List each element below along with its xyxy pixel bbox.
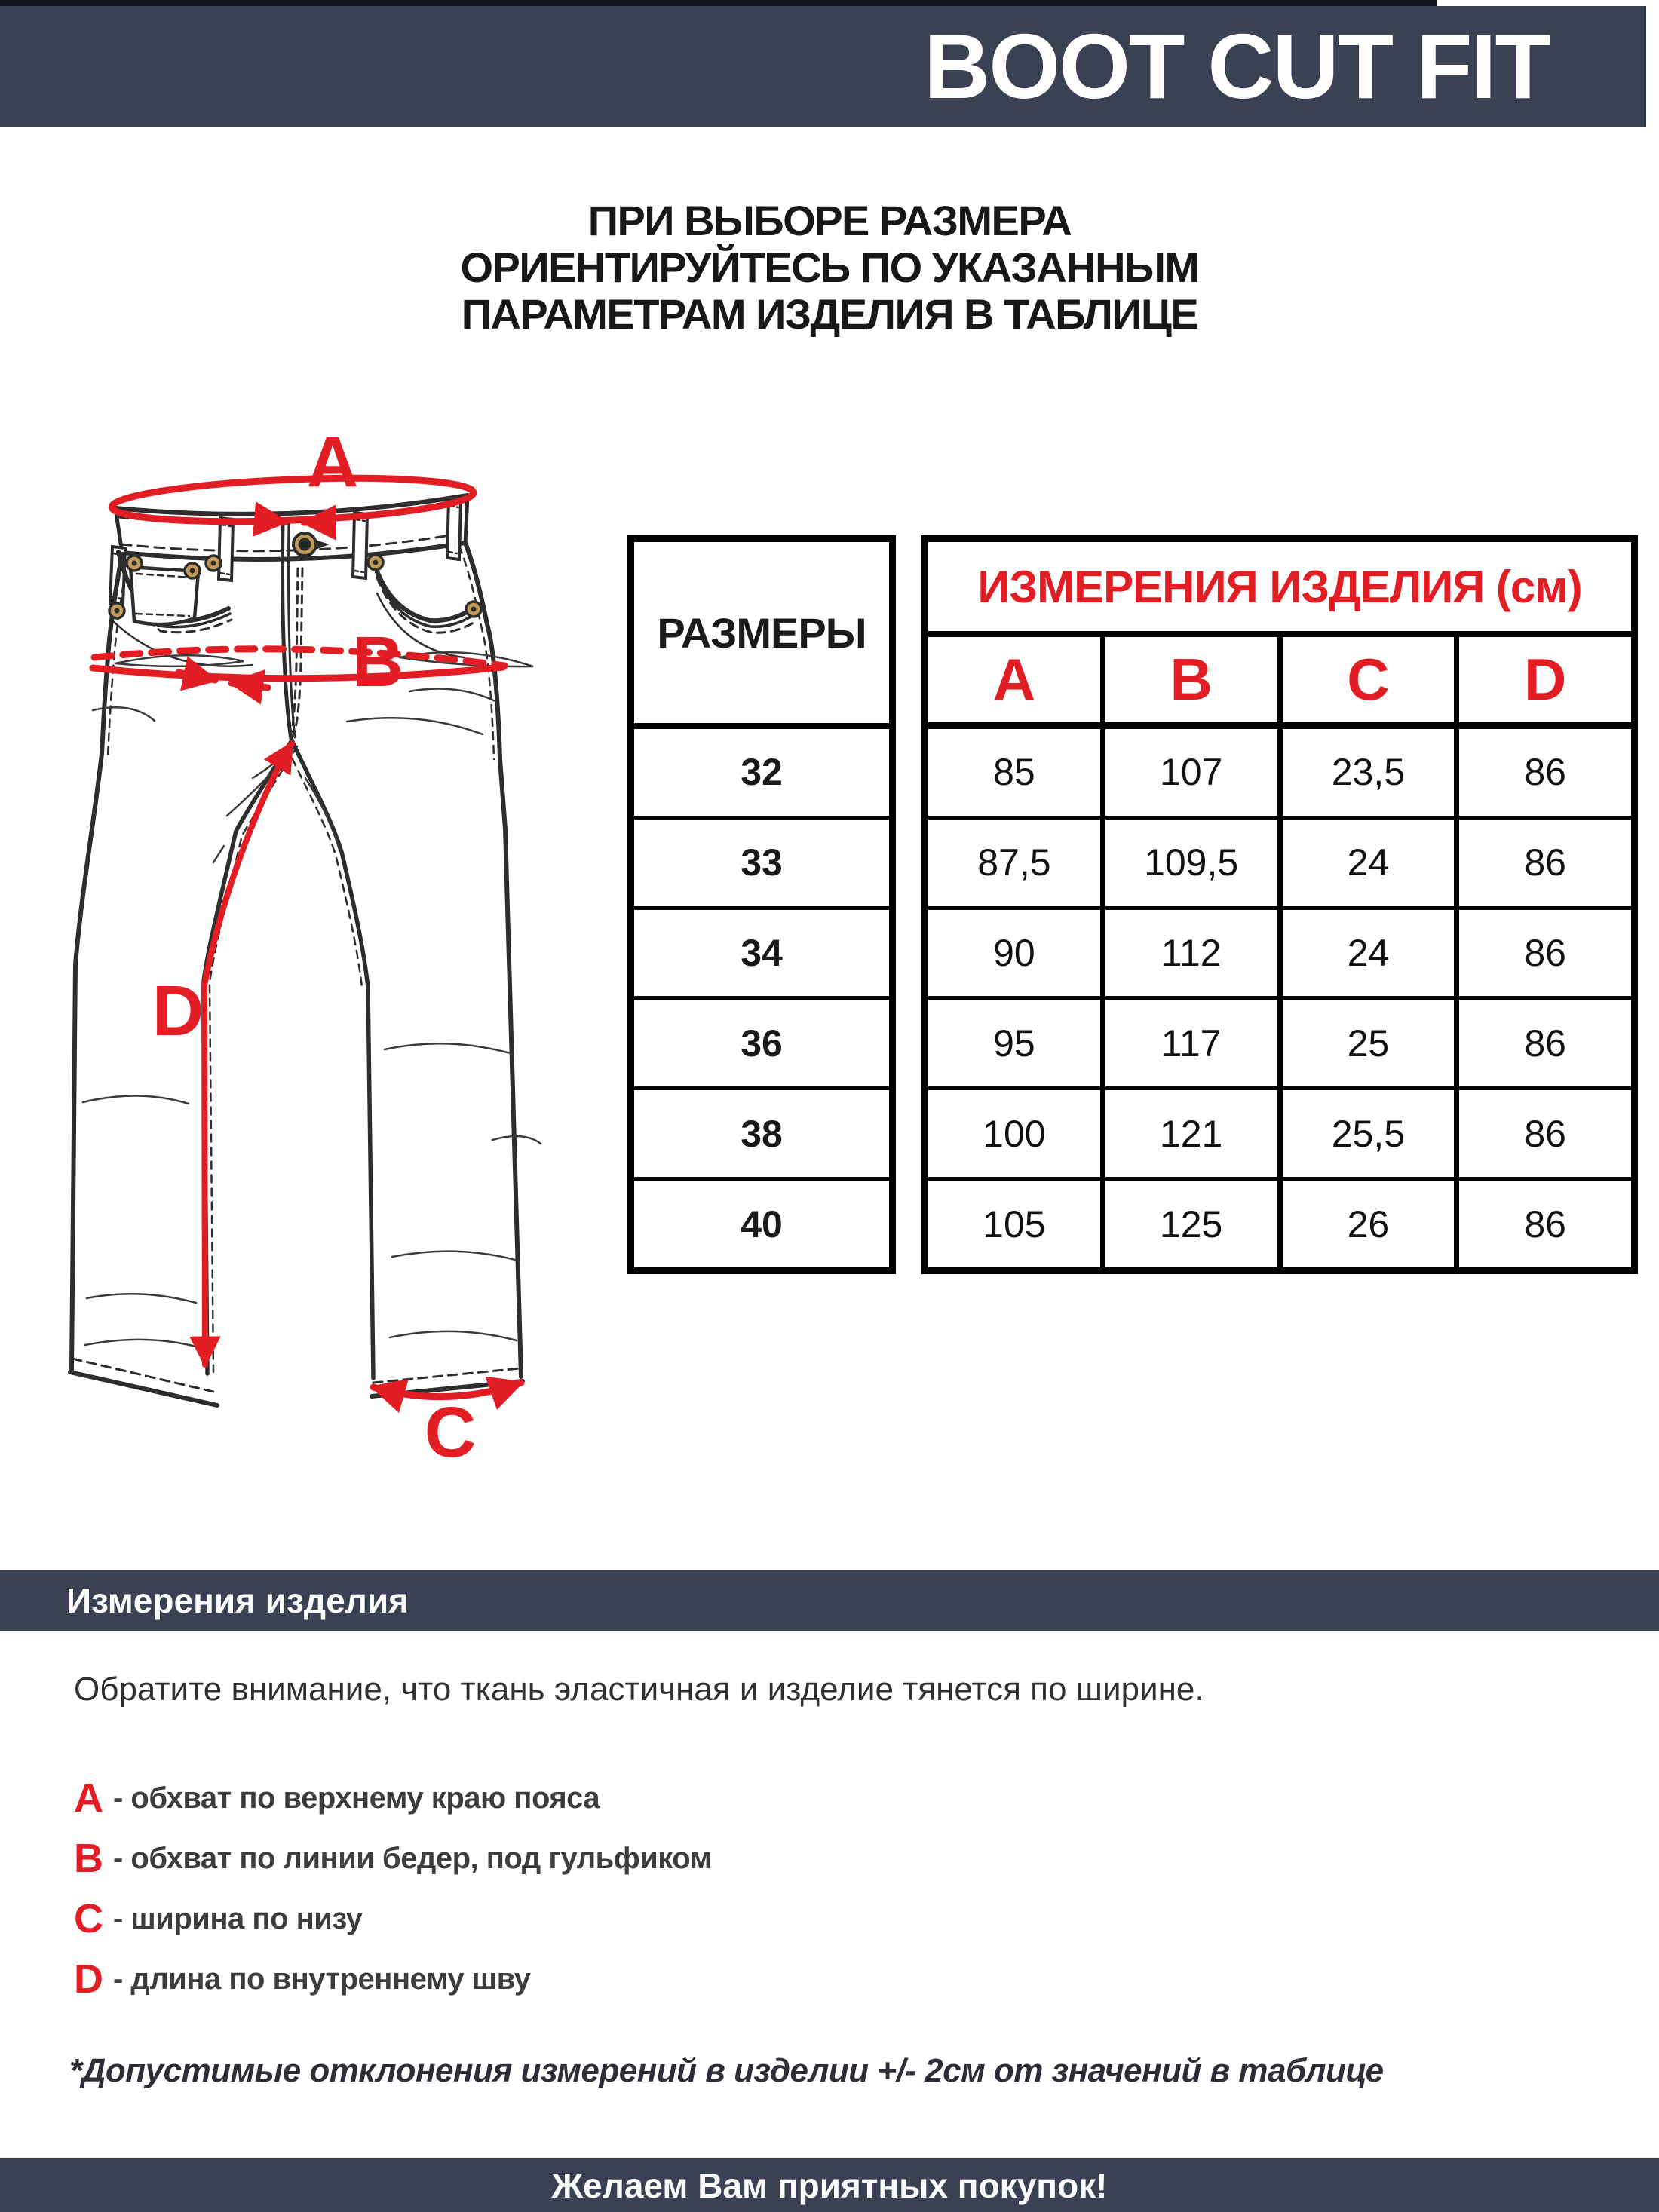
section-title: Измерения изделия — [66, 1580, 409, 1620]
table-row — [928, 996, 1631, 1086]
legend-item-d — [74, 1949, 712, 2009]
legend-item-c — [74, 1889, 712, 1949]
header-bar — [0, 6, 1646, 127]
footer-message: Желаем Вам приятных покупок! — [551, 2165, 1108, 2205]
size-cell: 32 — [741, 751, 783, 794]
cell: 85 — [993, 751, 1035, 794]
diagram-label-c: C — [424, 1392, 477, 1464]
page-title: BOOT CUT FIT — [924, 15, 1550, 118]
legend-item-b — [74, 1828, 712, 1889]
intro-line: ОРИЕНТИРУЙТЕСЬ ПО УКАЗАННЫМ — [460, 244, 1199, 291]
cell: 90 — [993, 932, 1035, 975]
size-cell: 36 — [634, 996, 889, 1086]
tolerance-footnote: *Допустимые отклонения измерений в изделии +/- 2см от значений в таблице — [69, 2052, 1384, 2089]
cell: 121 — [1100, 1090, 1277, 1177]
legend-letter: B — [74, 1836, 103, 1881]
cell: 107 — [1100, 729, 1277, 816]
legend-letter: C — [74, 1896, 103, 1941]
cell: 112 — [1100, 910, 1277, 997]
footer-bar — [0, 2158, 1659, 2212]
legend-text: - обхват по линии бедер, под гульфиком — [113, 1841, 712, 1875]
intro-line: ПАРАМЕТРАМ ИЗДЕЛИЯ В ТАБЛИЦЕ — [461, 290, 1198, 338]
intro-heading — [0, 198, 1659, 338]
table-row — [928, 729, 1631, 816]
legend-text: - ширина по низу — [113, 1901, 363, 1935]
table-row — [928, 1086, 1631, 1177]
sizes-header: РАЗМЕРЫ — [634, 542, 889, 729]
cell: 86 — [1454, 729, 1631, 816]
measurements-grid — [928, 729, 1631, 1267]
cell: 95 — [993, 1022, 1035, 1065]
cell: 25 — [1277, 1000, 1455, 1086]
legend-letter: A — [74, 1775, 103, 1821]
cell: 117 — [1100, 1000, 1277, 1086]
cell: 86 — [1454, 1090, 1631, 1177]
cell: 86 — [1454, 910, 1631, 997]
jeans-measurement-diagram — [41, 424, 584, 1464]
cell: 23,5 — [1277, 729, 1455, 816]
table-row — [928, 906, 1631, 997]
legend-letter: D — [74, 1956, 103, 2002]
cell: 86 — [1454, 1181, 1631, 1267]
cell: 125 — [1100, 1181, 1277, 1267]
cell: 26 — [1277, 1181, 1455, 1267]
size-cell: 34 — [634, 906, 889, 997]
cell: 86 — [1454, 1000, 1631, 1086]
size-cell: 33 — [634, 816, 889, 906]
cell: 100 — [983, 1112, 1046, 1155]
cell: 105 — [983, 1203, 1046, 1245]
cell: 25,5 — [1277, 1090, 1455, 1177]
sizes-table — [627, 535, 896, 1274]
table-row — [928, 816, 1631, 906]
cell: 109,5 — [1100, 820, 1277, 906]
cell: 24 — [1277, 910, 1455, 997]
intro-line: ПРИ ВЫБОРЕ РАЗМЕРА — [587, 197, 1072, 244]
fabric-note: Обратите внимание, что ткань эластичная и изделие тянется по ширине. — [74, 1671, 1204, 1708]
size-cell: 40 — [634, 1177, 889, 1267]
measurements-header: ИЗМЕРЕНИЯ ИЗДЕЛИЯ (см) — [928, 542, 1631, 637]
measurement-legend — [74, 1768, 712, 2009]
cell: 86 — [1454, 820, 1631, 906]
diagram-label-a: A — [306, 424, 359, 502]
diagram-label-d: D — [152, 971, 204, 1051]
legend-text: - длина по внутреннему шву — [113, 1962, 531, 1996]
column-header-d: D — [1454, 637, 1631, 722]
measurements-table — [921, 535, 1638, 1274]
column-header-c: C — [1277, 637, 1455, 722]
diagram-label-b: B — [351, 622, 404, 702]
measurements-columns — [928, 637, 1631, 729]
cell: 87,5 — [977, 841, 1051, 884]
column-header-a: A — [992, 646, 1036, 712]
legend-text: - обхват по верхнему краю пояса — [113, 1781, 600, 1815]
column-header-b: B — [1100, 637, 1277, 722]
top-border-line — [0, 0, 1437, 6]
size-cell: 38 — [634, 1086, 889, 1177]
legend-item-a — [74, 1768, 712, 1828]
section-bar — [0, 1570, 1659, 1631]
cell: 24 — [1277, 820, 1455, 906]
table-row — [928, 1177, 1631, 1267]
